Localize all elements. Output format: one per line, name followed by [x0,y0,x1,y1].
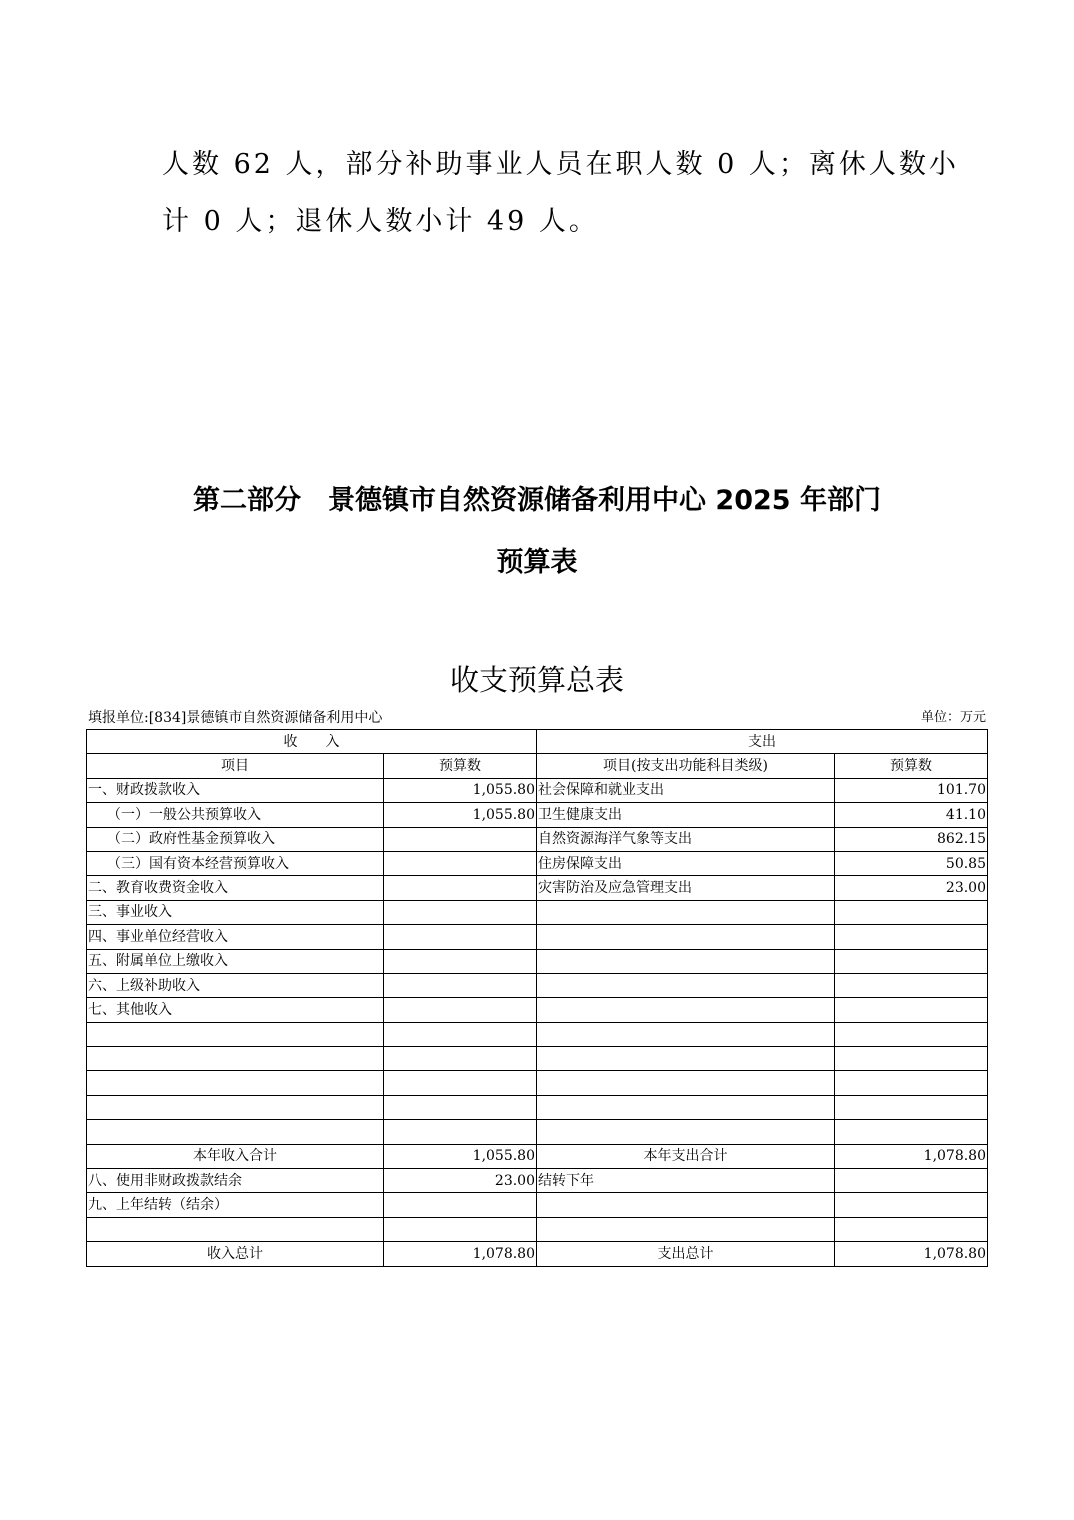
expense-value: 41.10 [835,803,988,827]
table-row [87,925,988,949]
expense-item: 住房保障支出 [537,851,835,875]
empty-row [87,1047,988,1071]
income-value [384,851,537,875]
income-value [384,827,537,851]
table-header-row-2 [87,754,988,778]
expense-value: 50.85 [835,851,988,875]
income-value [384,998,537,1022]
table-row [87,827,988,851]
expense-value [835,998,988,1022]
expense-value [835,1169,988,1193]
income-header: 收 入 [87,730,537,754]
table-row [87,973,988,997]
intro-paragraph [162,136,959,250]
income-item: 一、财政拨款收入 [87,778,384,802]
income-item: （一）一般公共预算收入 [87,803,384,827]
expense-item [537,973,835,997]
expense-value: 23.00 [835,876,988,900]
expense-value: 101.70 [835,778,988,802]
empty-row [87,1095,988,1119]
income-value [384,876,537,900]
table-row [87,1169,988,1193]
expense-item [537,925,835,949]
year-income-total-label: 本年收入合计 [87,1144,384,1168]
income-value: 23.00 [384,1169,537,1193]
paragraph-line-1: 人数 62 人，部分补助事业人员在职人数 0 人；离休人数小 [162,149,959,180]
year-total-row [87,1144,988,1168]
year-expense-total-label: 本年支出合计 [537,1144,835,1168]
table-row [87,778,988,802]
expense-item: 自然资源海洋气象等支出 [537,827,835,851]
empty-row [87,1217,988,1241]
empty-row [87,1071,988,1095]
col-header-item: 项目 [87,754,384,778]
grand-total-row [87,1242,988,1266]
income-value: 1,055.80 [384,803,537,827]
col-header-budget: 预算数 [384,754,537,778]
table-row [87,851,988,875]
table-header-row-1 [87,730,988,754]
expense-item [537,949,835,973]
part-title [0,470,1074,594]
table-row [87,900,988,924]
income-item: 八、使用非财政拨款结余 [87,1169,384,1193]
table-row [87,803,988,827]
income-item: 九、上年结转（结余） [87,1193,384,1217]
empty-row [87,1120,988,1144]
expense-grand-total-label: 支出总计 [537,1242,835,1266]
expense-value [835,925,988,949]
expense-value [835,973,988,997]
table-title: 收支预算总表 [449,663,624,697]
table-row [87,876,988,900]
expense-value [835,1193,988,1217]
paragraph-line-2: 计 0 人；退休人数小计 49 人。 [162,206,599,237]
income-item: 六、上级补助收入 [87,973,384,997]
part-title-line-1: 第二部分 景德镇市自然资源储备利用中心 2025 年部门 [193,485,881,516]
income-grand-total-label: 收入总计 [87,1242,384,1266]
income-grand-total-value: 1,078.80 [384,1242,537,1266]
currency-unit: 单位：万元 [920,710,986,725]
expense-item: 灾害防治及应急管理支出 [537,876,835,900]
part-title-line-2: 预算表 [496,547,578,578]
expense-value [835,900,988,924]
budget-table [86,729,988,1267]
table-row [87,949,988,973]
income-value [384,1193,537,1217]
expense-header: 支出 [537,730,988,754]
expense-grand-total-value: 1,078.80 [835,1242,988,1266]
col-header-expense-budget: 预算数 [835,754,988,778]
income-item: 七、其他收入 [87,998,384,1022]
expense-item: 卫生健康支出 [537,803,835,827]
income-value: 1,055.80 [384,778,537,802]
expense-item [537,900,835,924]
income-item: （二）政府性基金预算收入 [87,827,384,851]
income-value [384,973,537,997]
expense-value [835,949,988,973]
expense-item [537,1193,835,1217]
year-expense-total-value: 1,078.80 [835,1144,988,1168]
expense-item [537,998,835,1022]
col-header-expense-item: 项目(按支出功能科目类级) [537,754,835,778]
year-income-total-value: 1,055.80 [384,1144,537,1168]
income-item: 三、事业收入 [87,900,384,924]
income-item: （三）国有资本经营预算收入 [87,851,384,875]
reporting-unit: 填报单位:[834]景德镇市自然资源储备利用中心 [88,710,383,726]
expense-item: 结转下年 [537,1169,835,1193]
expense-value: 862.15 [835,827,988,851]
income-value [384,900,537,924]
income-item: 五、附属单位上缴收入 [87,949,384,973]
expense-item: 社会保障和就业支出 [537,778,835,802]
income-item: 四、事业单位经营收入 [87,925,384,949]
table-row [87,998,988,1022]
income-value [384,925,537,949]
empty-row [87,1022,988,1046]
income-item: 二、教育收费资金收入 [87,876,384,900]
income-value [384,949,537,973]
table-row [87,1193,988,1217]
